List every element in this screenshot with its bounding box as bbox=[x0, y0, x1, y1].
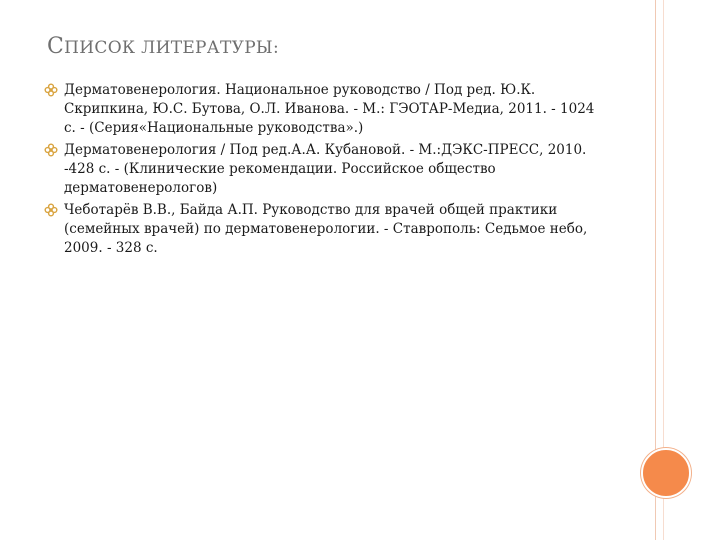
flower-bullet-icon bbox=[44, 83, 58, 97]
page-title bbox=[47, 34, 279, 59]
list-item bbox=[44, 81, 609, 138]
reference-text: Дерматовенерология / Под ред.А.А. Кубановой. - М.:ДЭКС-ПРЕСС, 2010. -428 с. - (Клинические рекомендации. Российское общество дерматовенерологов) bbox=[64, 142, 587, 196]
flower-bullet-icon bbox=[44, 143, 58, 157]
title-rest: ПИСОК ЛИТЕРАТУРЫ: bbox=[64, 38, 279, 58]
list-item bbox=[44, 141, 609, 198]
reference-text: Чеботарёв В.В., Байда А.П. Руководство для врачей общей практики (семейных врачей) по дерматовенерологии. - Ставрополь: Седьмое небо, 2009. - 328 с. bbox=[64, 202, 588, 256]
orange-circle-decoration bbox=[641, 448, 691, 498]
flower-bullet-icon bbox=[44, 203, 58, 217]
reference-text: Дерматовенерология. Национальное руководство / Под ред. Ю.К. Скрипкина, Ю.С. Бутова, О.Л. Иванова. - М.: ГЭОТАР-Медиа, 2011. - 1024 с. - (Серия«Национальные руководства».) bbox=[64, 82, 595, 136]
title-first-letter: С bbox=[47, 34, 65, 59]
list-item bbox=[44, 201, 609, 258]
references-list bbox=[44, 81, 609, 261]
